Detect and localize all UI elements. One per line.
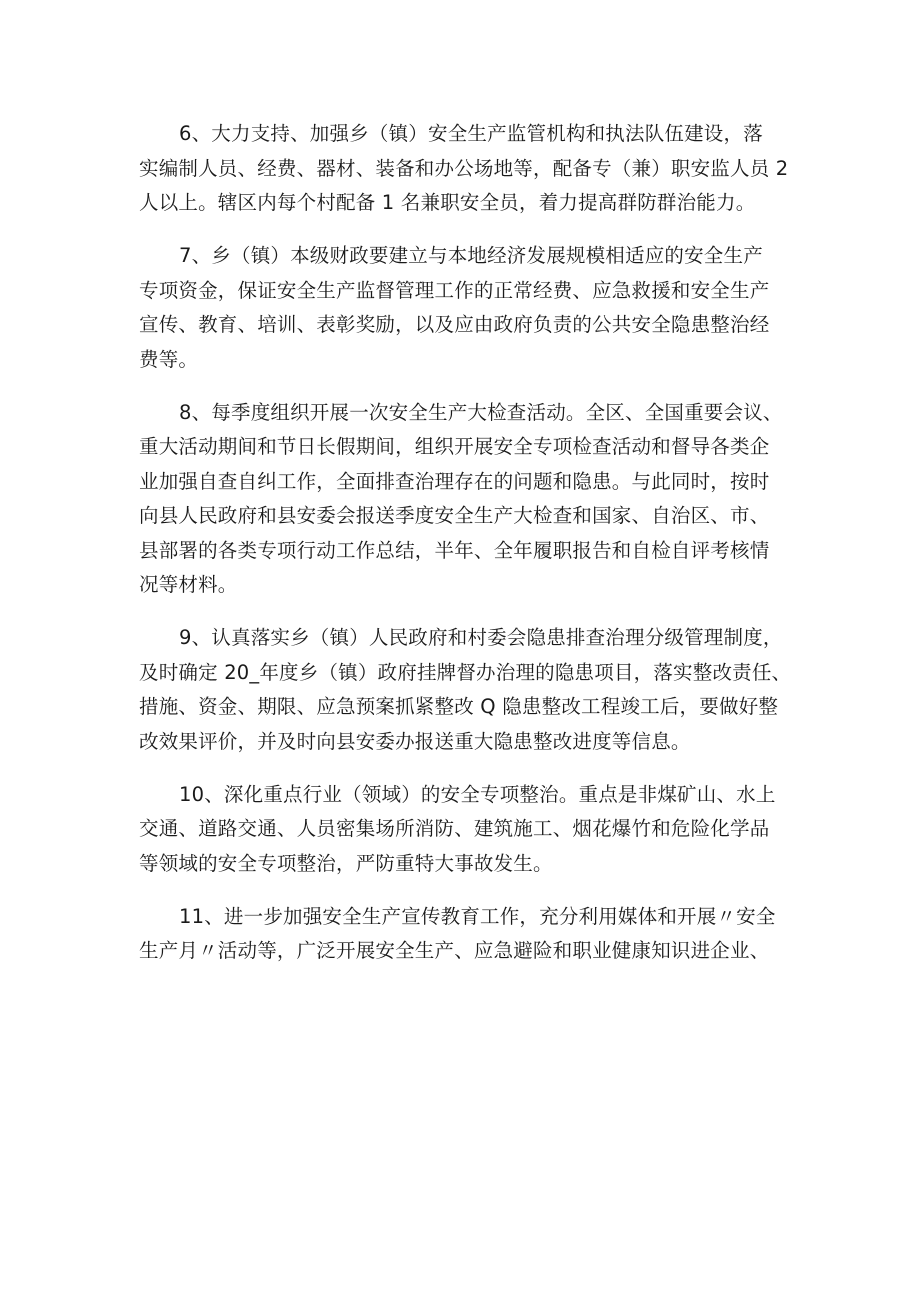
paragraph-line: 重大活动期间和节日长假期间，组织开展安全专项检查活动和督导各类企: [139, 435, 770, 458]
paragraph-line: 9、认真落实乡（镇）人民政府和村委会隐患排查治理分级管理制度，: [179, 626, 783, 649]
paragraph-line: 8、每季度组织开展一次安全生产大检查活动。全区、全国重要会议、: [179, 400, 783, 424]
paragraph-line: 等领域的安全专项整治，严防重特大事故发生。: [139, 851, 553, 875]
paragraph-line: 实编制人员、经费、器材、装备和办公场地等，配备专（兼）职安监人员 2: [139, 156, 789, 180]
paragraph-line: 10、深化重点行业（领域）的安全专项整治。重点是非煤矿山、水上: [179, 782, 776, 806]
paragraph-line: 人以上。辖区内每个村配备 1 名兼职安全员，着力提高群防群治能力。: [139, 191, 756, 214]
paragraph-line: 7、乡（镇）本级财政要建立与本地经济发展规模相适应的安全生产: [179, 244, 763, 267]
paragraph-line: 交通、道路交通、人员密集场所消防、建筑施工、烟花爆竹和危险化学品: [139, 817, 770, 840]
paragraph-line: 11、进一步加强安全生产宣传教育工作，充分利用媒体和开展〃安全: [179, 904, 776, 928]
paragraph-8: [139, 396, 799, 603]
paragraph-6: [139, 117, 799, 221]
paragraph-line: 宣传、教育、培训、表彰奖励，以及应由政府负责的公共安全隐患整治经: [139, 313, 770, 336]
paragraph-10: [139, 778, 799, 882]
paragraph-line: 向县人民政府和县安委会报送季度安全生产大检查和国家、自治区、市、: [139, 504, 770, 527]
paragraph-line: 费等。: [139, 347, 199, 371]
paragraph-line: 业加强自查自纠工作，全面排查治理存在的问题和隐患。与此同时，按时: [139, 469, 770, 493]
paragraph-11: [139, 900, 799, 969]
paragraph-line: 6、大力支持、加强乡（镇）安全生产监管机构和执法队伍建设，落: [179, 122, 763, 145]
document-body: [139, 117, 799, 987]
paragraph-line: 措施、资金、期限、应急预案抓紧整改 Q 隐患整改工程竣工后，要做好整: [139, 695, 779, 718]
paragraph-line: 专项资金，保证安全生产监督管理工作的正常经费、应急救援和安全生产: [139, 278, 770, 302]
paragraph-9: [139, 621, 799, 759]
paragraph-line: 及时确定 20_年度乡（镇）政府挂牌督办治理的隐患项目，落实整改责任、: [139, 660, 792, 684]
paragraph-line: 县部署的各类专项行动工作总结，半年、全年履职报告和自检自评考核情: [139, 538, 770, 562]
paragraph-7: [139, 239, 799, 377]
paragraph-line: 改效果评价，并及时向县安委办报送重大隐患整改进度等信息。: [139, 729, 691, 753]
paragraph-line: 况等材料。: [139, 573, 238, 596]
paragraph-line: 生产月〃活动等，广泛开展安全生产、应急避险和职业健康知识进企业、: [139, 939, 770, 962]
